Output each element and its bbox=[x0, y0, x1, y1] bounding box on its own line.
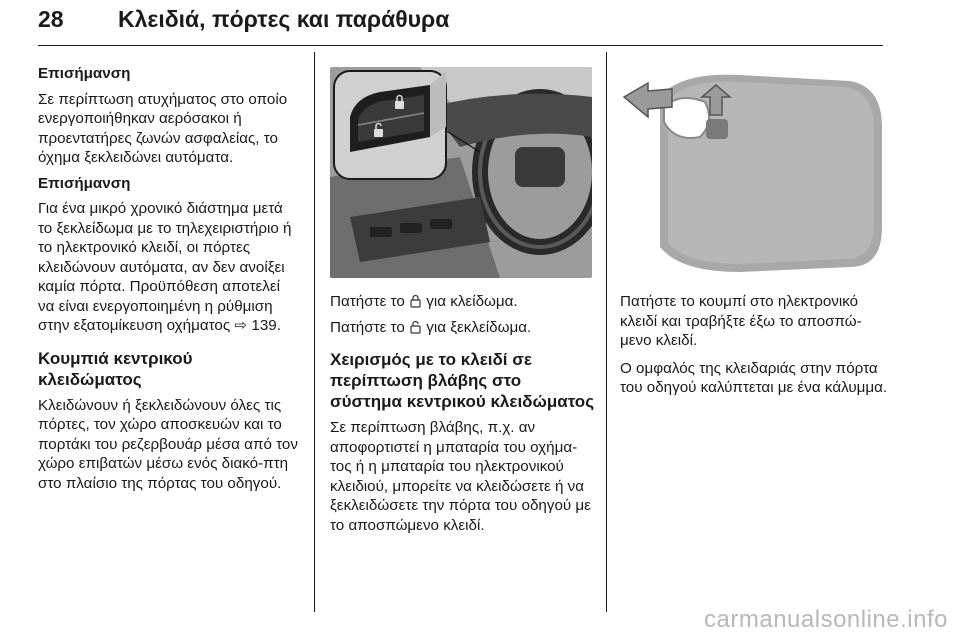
column-1 bbox=[38, 64, 300, 499]
note-2-title: Επισήμανση bbox=[38, 174, 131, 192]
page-title: Κλειδιά, πόρτες και παράθυρα bbox=[118, 6, 450, 32]
page-header bbox=[38, 6, 898, 46]
section-text-central-locking: Κλειδώνουν ή ξεκλειδώνουν όλες τις πόρτες, τον χώρο αποσκευών και το πορτάκι του ρεζερβουάρ μέσα από τον χώρο επιβατών μέσω ενός διακό-πτη στο πλαίσιο της πόρτας του οδηγού. bbox=[38, 396, 298, 492]
key-fob-illustration bbox=[620, 67, 884, 278]
lock-icon bbox=[410, 294, 421, 308]
door-lock-buttons-figure bbox=[330, 67, 592, 278]
watermark: carmanualsonline.info bbox=[704, 606, 948, 633]
lock-instruction-pre: Πατήστε το bbox=[330, 293, 405, 310]
unlock-instruction-pre: Πατήστε το bbox=[330, 318, 405, 336]
note-2-body bbox=[38, 199, 300, 336]
electronic-key-figure bbox=[620, 67, 884, 278]
lock-cover-text: Ο ομφαλός της κλειδαριάς στην πόρτα του οδηγού καλύπτεται με ένα κάλυμμα. bbox=[620, 359, 888, 396]
column-3 bbox=[620, 292, 890, 404]
lock-instruction bbox=[330, 292, 596, 312]
column-2 bbox=[330, 292, 596, 541]
section-title-key-failure: Χειρισμός με το κλειδί σε περίπτωση βλάβης στο σύστημα κεντρικού κλειδώματος bbox=[330, 350, 595, 411]
page-ref-link[interactable]: 139. bbox=[251, 317, 281, 334]
unlock-instruction-post: για ξεκλείδωμα. bbox=[426, 318, 532, 336]
lock-instruction-post: για κλείδωμα. bbox=[426, 293, 518, 310]
page-number: 28 bbox=[38, 6, 64, 32]
key-release-text: Πατήστε το κουμπί στο ηλεκτρονικό κλειδί και τραβήξτε έξω το αποσπώ-μενο κλειδί. bbox=[620, 293, 862, 349]
column-divider-2 bbox=[606, 52, 607, 612]
section-title-central-locking: Κουμπιά κεντρικού κλειδώματος bbox=[38, 348, 193, 389]
note-1-text: Σε περίπτωση ατυχήματος στο οποίο ενεργοποιήθηκαν αερόσακοι ή προεντατήρες ζωνών ασφαλείας, το όχημα ξεκλειδώνει αυτόματα. bbox=[38, 90, 288, 166]
note-1-title: Επισήμανση bbox=[38, 65, 131, 82]
section-text-key-failure: Σε περίπτωση βλάβης, π.χ. αν αποφορτιστεί η μπαταρία του οχήμα-τος ή η μπαταρία του ηλεκτρονικού κλειδιού, μπορείτε να κλειδώσετε ή να ξεκλειδώσετε την πόρτα του οδηγού με το αποσπώμενο κλειδί. bbox=[330, 419, 591, 534]
header-rule bbox=[38, 45, 883, 46]
note-2-text: Για ένα μικρό χρονικό διάστημα μετά το ξεκλείδωμα με το τηλεχειριστήριο ή το ηλεκτρονικό κλειδί, οι πόρτες κλειδώνουν αυτόματα, αν δεν ανοίξει καμία πόρτα. Προϋπόθεση αποτελεί να είναι ενεργοποιημένη η ρύθμιση στην εξατομίκευση οχήματος bbox=[38, 200, 292, 334]
unlock-icon bbox=[410, 320, 421, 334]
page-ref-arrow: ⇨ bbox=[234, 317, 248, 334]
column-divider-1 bbox=[314, 52, 315, 612]
unlock-instruction bbox=[330, 318, 596, 338]
door-interior-illustration bbox=[330, 67, 592, 278]
